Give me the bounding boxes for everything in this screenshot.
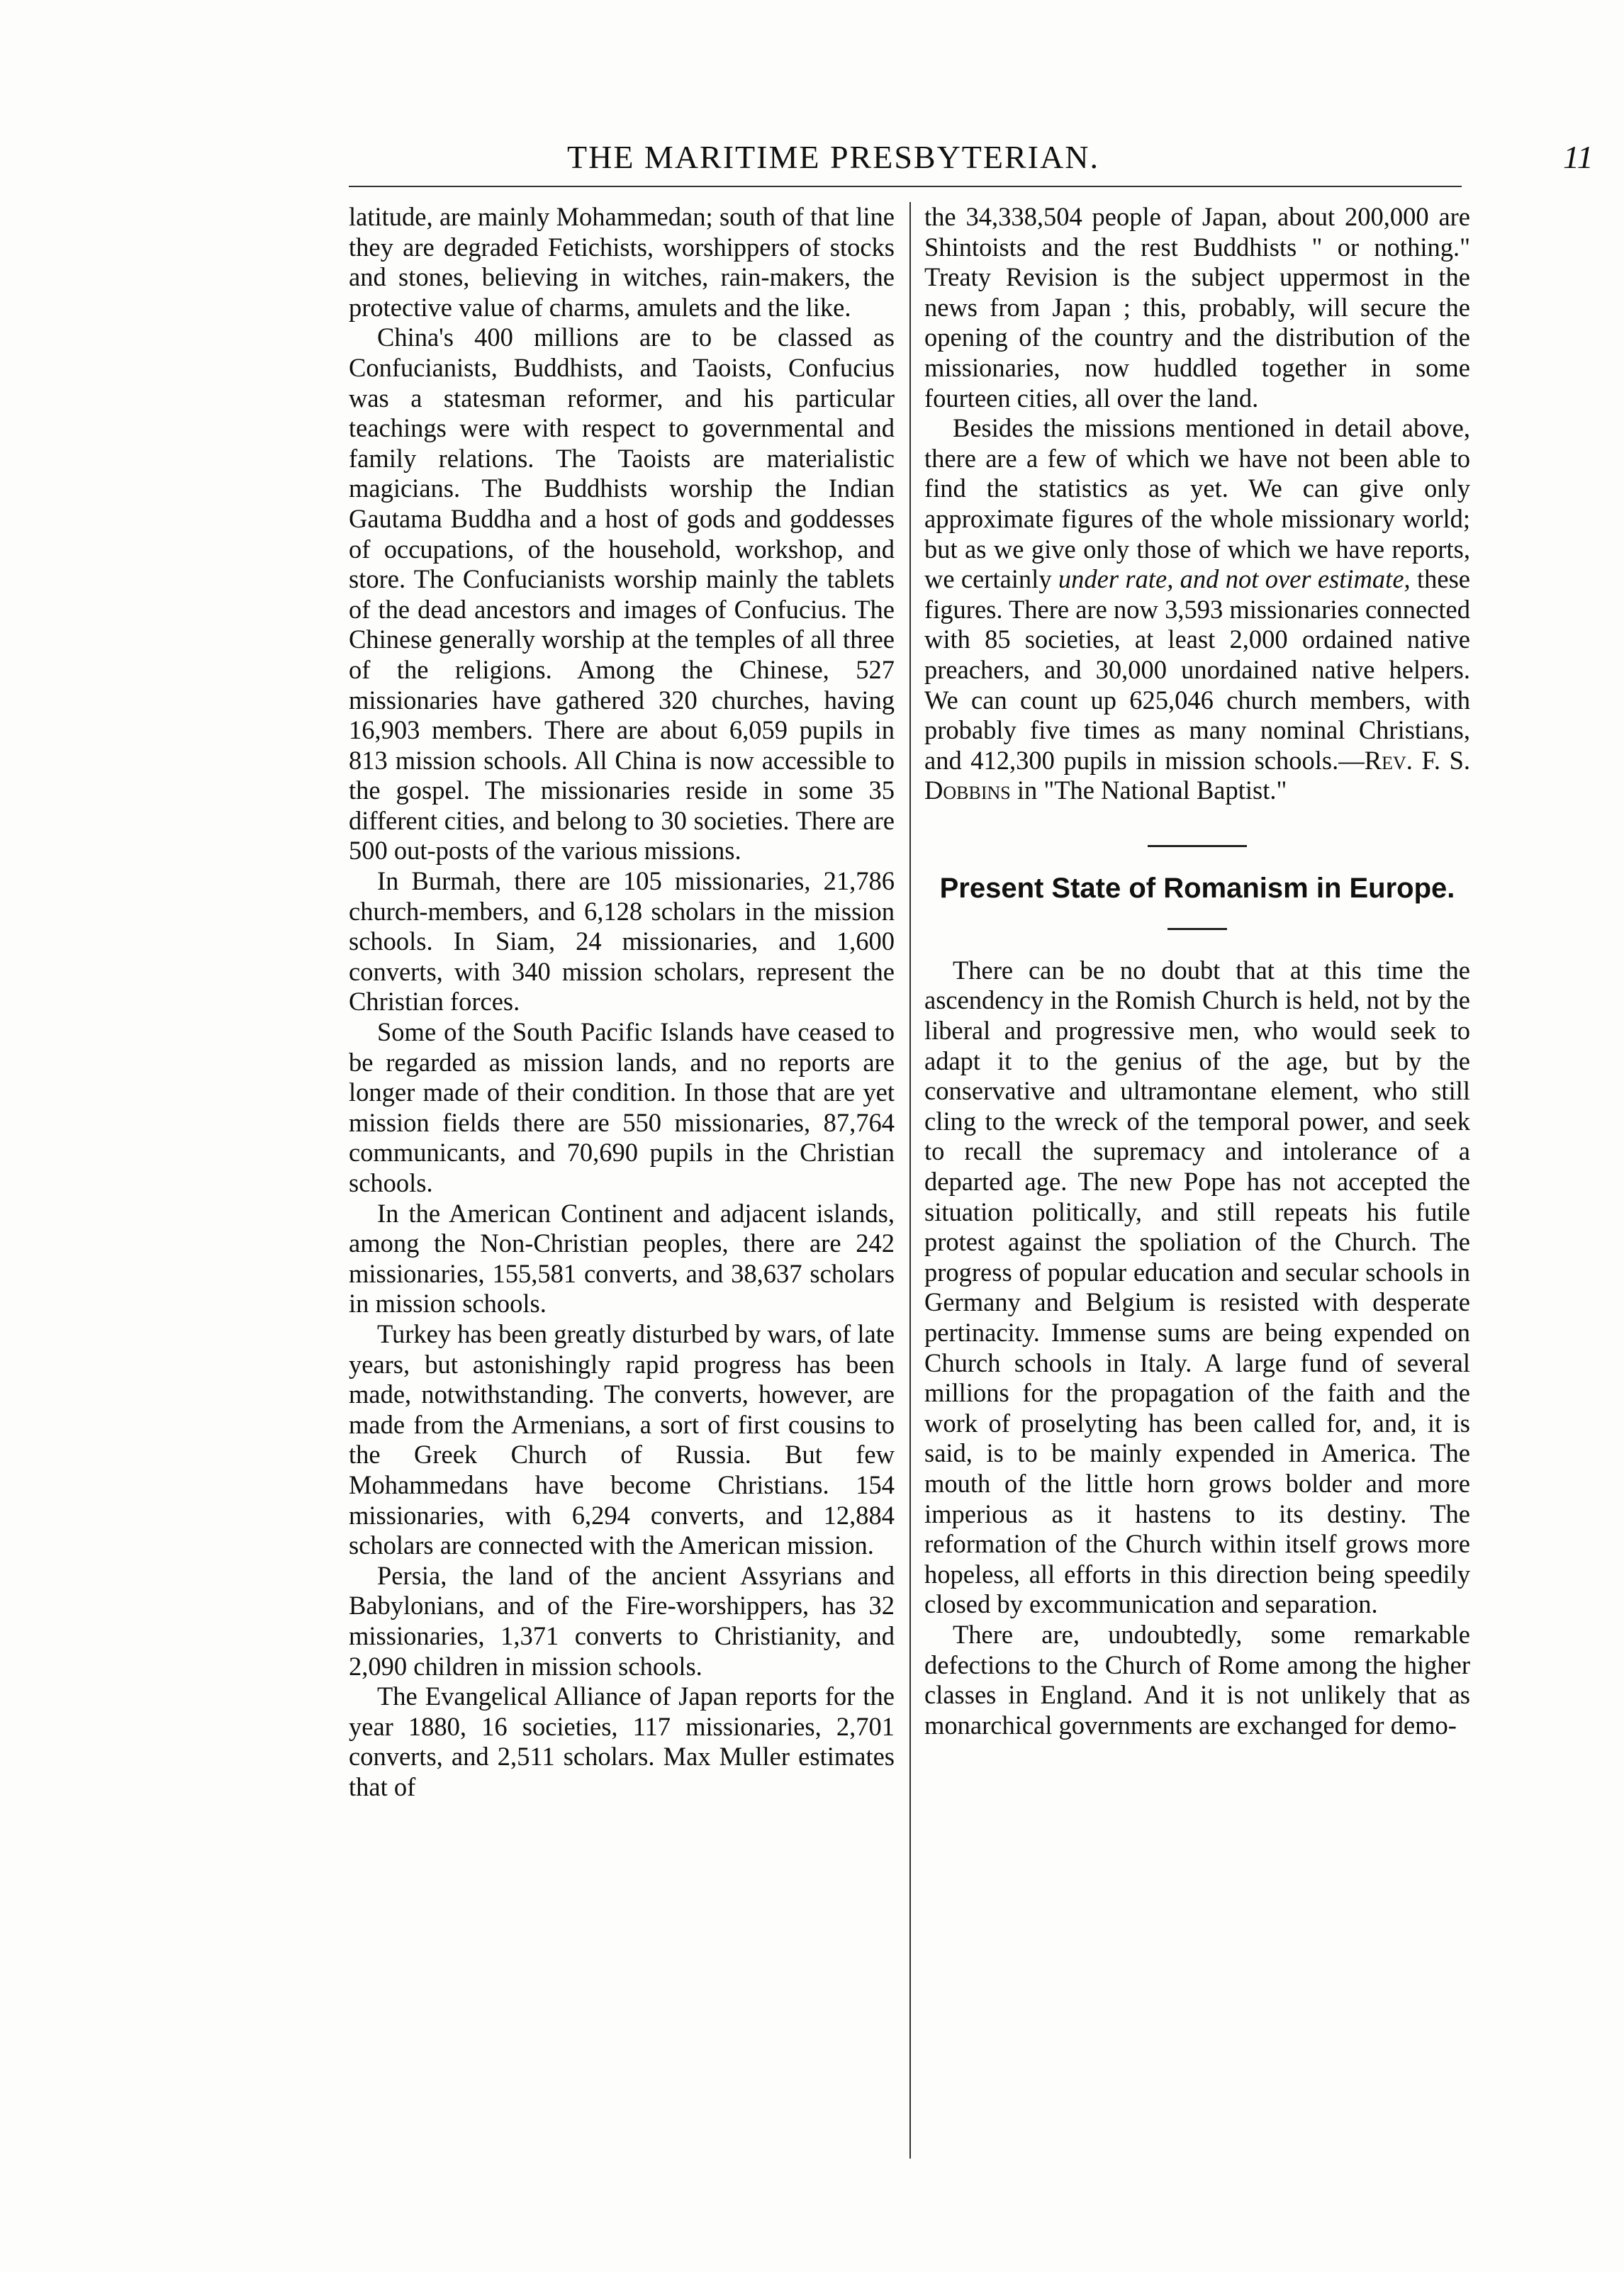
paragraph-japan-continued: the 34,338,504 people of Japan, about 200,000 are Shintoists and the rest Buddhists " or nothing." Treaty Revision is the subject uppermost in the news from Japan ; this, probably, will secure the opening of the country and the distribution of the missionaries, now huddled together in some fourteen cities, all over the land. [924, 202, 1470, 413]
paragraph-romanism: There can be no doubt that at this time the ascendency in the Romish Church is held, not by the liberal and progressive men, who would seek to adapt it to the genius of the age, but by the conservative and ultramontane element, who still cling to the wreck of the temporal power, and seek to recall the supremacy and intolerance of a departed age. The new Pope has not accepted the situation politically, and still repeats his futile protest against the spoliation of the Church. The progress of popular education and secular schools in Germany and Belgium is resisted with desperate pertinacity. Immense sums are being expended on Church schools in Italy. A large fund of several millions for the propagation of the faith and the work of proselyting has been called for, and, it is said, is to be mainly expended in America. The mouth of the little horn grows bolder and more imperious as it hastens to its destiny. The reformation of the Church within itself grows more hopeless, all efforts in this direction being speedily closed by excommunication and separation. [924, 955, 1470, 1619]
source-citation: in "The National Baptist." [1010, 776, 1287, 805]
paragraph-south-pacific: Some of the South Pacific Islands have ceased to be regarded as mission lands, and no reports are longer made of their condition. In those that are yet mission fields there are 550 missionaries, 87,764 communicants, and 70,690 pupils in the Christian schools. [349, 1017, 895, 1197]
header-rule [349, 186, 1462, 187]
paragraph-china: China's 400 millions are to be classed as Confucianists, Buddhists, and Taoists, Confucius was a statesman reformer, and his particular teachings were with respect to governmental and family relations. The Taoists are materialistic magicians. The Buddhists worship the Indian Gautama Buddha and a host of gods and goddesses of occupations, of the household, workshop, and store. The Confucianists worship mainly the tablets of the dead ancestors and images of Confucius. The Chinese generally worship at the temples of all three of the religions. Among the Chinese, 527 missionaries have gathered 320 churches, having 16,903 members. There are about 6,059 pupils in 813 mission schools. All China is now accessible to the gospel. The missionaries reside in some 35 different cities, and belong to 30 societies. There are 500 out-posts of the various missions. [349, 323, 895, 866]
besides-text: Besides the missions mentioned in detail above, there are a few of which we have not been able to find the statistics as yet. We can give only approximate figures of the whole missionary world; but as we give only those of which we have reports, we certainly [924, 413, 1470, 594]
besides-text-after: these figures. There are now 3,593 missionaries connected with 85 societies, at least 2,000 ordained native preachers, and 30,000 unordained native helpers. We can count up 625,046 church members, with probably five times as many nominal Christians, and 412,300 pupils in mission schools.— [924, 564, 1470, 775]
author-signature: Rev. F. S. Dobbins [924, 745, 1470, 805]
section-heading: Present State of Romanism in Europe. [939, 872, 1455, 904]
paragraph-turkey: Turkey has been greatly disturbed by wars, of late years, but astonishingly rapid progress has been made, notwithstanding. The converts, however, are made from the Armenians, a sort of first cousins to the Greek Church of Russia. But few Mohammedans have become Christians. 154 missionaries, with 6,294 converts, and 12,884 scholars are connected with the American mission. [349, 1319, 895, 1560]
paragraph-besides [924, 413, 1470, 806]
paragraph-burmah: In Burmah, there are 105 missionaries, 21,786 church-members, and 6,128 scholars in the mission schools. In Siam, 24 missionaries, and 1,600 converts, with 340 mission scholars, represent the Christian forces. [349, 866, 895, 1017]
paragraph-japan: The Evangelical Alliance of Japan reports for the year 1880, 16 societies, 117 missionaries, 2,701 converts, and 2,511 scholars. Max Muller estimates that of [349, 1681, 895, 1801]
column-divider [909, 202, 911, 2159]
page-number: 11 [1563, 139, 1594, 175]
paragraph-defections: There are, undoubtedly, some remarkable defections to the Church of Rome among the higher classes in England. And it is not unlikely that as monarchical governments are exchanged for demo- [924, 1619, 1470, 1740]
left-column [349, 202, 895, 1802]
paragraph-america: In the American Continent and adjacent islands, among the Non-Christian peoples, there are 242 missionaries, 155,581 converts, and 38,637 scholars in mission schools. [349, 1198, 895, 1319]
besides-italic: under rate, and not over estimate, [1058, 564, 1411, 594]
heading-rule [1167, 928, 1227, 930]
running-title: THE MARITIME PRESBYTERIAN. [567, 139, 1099, 175]
section-separator [1148, 845, 1247, 847]
paragraph-persia: Persia, the land of the ancient Assyrians and Babylonians, and of the Fire-worshippers, has 32 missionaries, 1,371 converts to Christianity, and 2,090 children in mission schools. [349, 1560, 895, 1681]
running-head [0, 138, 1624, 188]
right-column [924, 202, 1470, 1740]
paragraph-continuation: latitude, are mainly Mohammedan; south of that line they are degraded Fetichists, worshippers of stocks and stones, believing in witches, rain-makers, the protective value of charms, amulets and the like. [349, 202, 895, 322]
